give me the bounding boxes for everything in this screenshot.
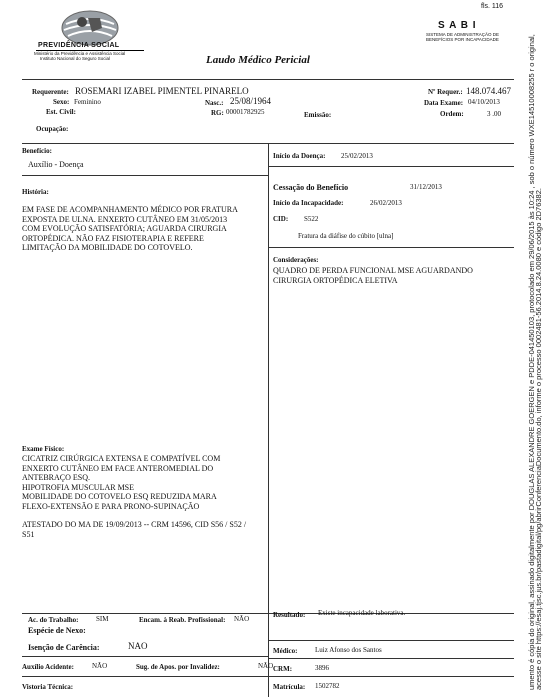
resultado-value: Existe incapacidade laborativa. xyxy=(318,609,406,617)
sexo-value: Feminino xyxy=(74,98,101,106)
exame-line: HIPOTROFIA MUSCULAR MSE xyxy=(22,482,135,492)
especie-nexo-label: Espécie de Nexo: xyxy=(28,626,86,635)
exame-line: ANTEBRAÇO ESQ. xyxy=(22,473,91,482)
matricula-label: Matrícula: xyxy=(273,683,306,691)
inicio-doenca-value: 25/02/2013 xyxy=(341,152,373,160)
historia-line: EXPOSTA DE ULNA. ENXERTO CUTÂNEO EM 31/05/2013 xyxy=(22,214,228,224)
requerente-label: Requerente: xyxy=(32,88,69,96)
nasc-value: 25/08/1964 xyxy=(230,96,272,106)
cid-label: CID: xyxy=(273,215,289,223)
requerente-value: ROSEMARI IZABEL PIMENTEL PINARELO xyxy=(75,86,249,96)
cessacao-value: 31/12/2013 xyxy=(410,183,442,191)
historia-line: ORTOPÉDICA. NÃO FAZ FISIOTERAPIA E REFERE xyxy=(22,233,204,243)
auxilio-acidente-label: Auxílio Acidente: xyxy=(22,663,74,671)
exame-line: MOBILIDADE DO COTOVELO ESQ REDUZIDA MARA xyxy=(22,492,217,501)
exame-line: FLEXO-EXTENSÃO E PARA PRONO-SUPINAÇÃO xyxy=(22,501,200,511)
cid-value: S522 xyxy=(304,215,319,223)
ac-trabalho-label: Ac. do Trabalho: xyxy=(28,616,79,624)
dataexame-label: Data Exame: xyxy=(424,99,464,107)
crm-value: 3896 xyxy=(315,664,329,672)
sabi-line-1: SISTEMA DE ADMINISTRAÇÃO DE xyxy=(426,32,500,37)
medico-label: Médico: xyxy=(273,647,298,655)
isencao-value: NAO xyxy=(128,641,148,651)
consideracoes-label: Considerações: xyxy=(273,256,319,264)
consideracoes-text xyxy=(273,266,473,285)
rg-value: 00001782925 xyxy=(226,108,265,116)
ac-trabalho-value: SIM xyxy=(96,615,109,623)
ordem-label: Ordem: xyxy=(440,110,464,118)
org-name: PREVIDÊNCIA SOCIAL xyxy=(38,42,120,49)
dataexame-value: 04/10/2013 xyxy=(468,98,500,106)
org-line-2: Instituto Nacional do Seguro Social xyxy=(40,56,111,61)
atestado-line: S51 xyxy=(22,529,35,539)
sug-apos-value: NÃO xyxy=(258,662,274,670)
inicio-incapacidade-label: Início da Incapacidade: xyxy=(273,199,344,207)
historia-line: EM FASE DE ACOMPANHAMENTO MÉDICO POR FRATURA xyxy=(22,205,238,214)
nreq-label: Nº Requer.: xyxy=(428,88,463,96)
encam-value: NÃO xyxy=(234,615,250,623)
side-stamp-text: umento é cópia do original, assinado digitalmente por DOUGLAS ALEXANDRE GOERGEN e PDDE-041450103, protocolado em 29/06/2015 às 10:24 , sob o número WXE14510008255 r o original, acesse o site https://esaj.tjsc.jus.br/pastadigital/pg/abrirConferenciaDocumento.do, informe o processo 0002481-56.2014.8.24.0080 e código 2D76382. xyxy=(527,34,543,690)
cessacao-label: Cessação do Benefício xyxy=(273,183,349,192)
matricula-value: 1502782 xyxy=(315,682,340,690)
rg-label: RG: xyxy=(211,109,224,117)
emissao-label: Emissão: xyxy=(304,111,332,119)
page-reference: fls. 116 xyxy=(481,3,504,10)
historia-label: História: xyxy=(22,188,49,196)
beneficio-label: Benefício: xyxy=(22,147,52,155)
atestado-text xyxy=(22,520,246,539)
historia-text xyxy=(22,205,238,253)
historia-line: COM EVOLUÇÃO SATISFATÓRIA; AGUARDA CIRURGIA xyxy=(22,224,227,233)
exame-label: Exame Físico: xyxy=(22,445,65,453)
vistoria-label: Vistoria Técnica: xyxy=(22,683,74,691)
resultado-label: Resultado: xyxy=(273,611,306,619)
sabi-line-2: BENEFÍCIOS POR INCAPACIDADE xyxy=(426,37,499,42)
exame-text xyxy=(22,454,220,511)
digital-signature-stamp xyxy=(514,20,543,690)
encam-label: Encam. à Reab. Profissional: xyxy=(139,616,226,624)
nreq-value: 148.074.467 xyxy=(466,86,511,96)
ocupacao-label: Ocupação: xyxy=(36,125,69,133)
document-title: Laudo Médico Pericial xyxy=(206,54,310,66)
ordem-value: 3 .00 xyxy=(487,110,501,118)
consideracoes-line: CIRURGIA ORTOPÉDICA ELETIVA xyxy=(273,275,398,285)
cid-description: Fratura da diáfise do cúbito [ulna] xyxy=(298,232,394,240)
medico-value: Luiz Afonso dos Santos xyxy=(315,646,382,654)
exame-line: CICATRIZ CIRÚRGICA EXTENSA E COMPATÍVEL COM xyxy=(22,454,221,463)
auxilio-acidente-value: NÃO xyxy=(92,662,108,670)
exame-line: ENXERTO CUTÂNEO EM FACE ANTEROMEDIAL DO xyxy=(22,463,214,473)
crm-label: CRM: xyxy=(273,665,293,673)
beneficio-value: Auxílio - Doença xyxy=(28,160,84,169)
atestado-line: ATESTADO DO MA DE 19/09/2013 -- CRM 14596, CID S56 / S52 / xyxy=(22,520,247,529)
org-line-1: Ministério da Previdência e Assistência Social xyxy=(34,51,126,56)
isencao-label: Isenção de Carência: xyxy=(28,643,100,652)
consideracoes-line: QUADRO DE PERDA FUNCIONAL MSE AGUARDANDO xyxy=(273,266,473,275)
estcivil-label: Est. Civil: xyxy=(46,108,76,116)
previdencia-logo xyxy=(52,8,128,46)
nasc-label: Nasc.: xyxy=(205,99,224,107)
sug-apos-label: Sug. de Apos. por Invalidez: xyxy=(136,663,220,671)
sexo-label: Sexo: xyxy=(53,98,70,106)
sabi-title: S A B I xyxy=(438,20,477,31)
inicio-incapacidade-value: 26/02/2013 xyxy=(370,199,402,207)
inicio-doenca-label: Início da Doença: xyxy=(273,152,326,160)
historia-line: LIMITAÇÃO DA MOBILIDADE DO COTOVELO. xyxy=(22,243,193,252)
